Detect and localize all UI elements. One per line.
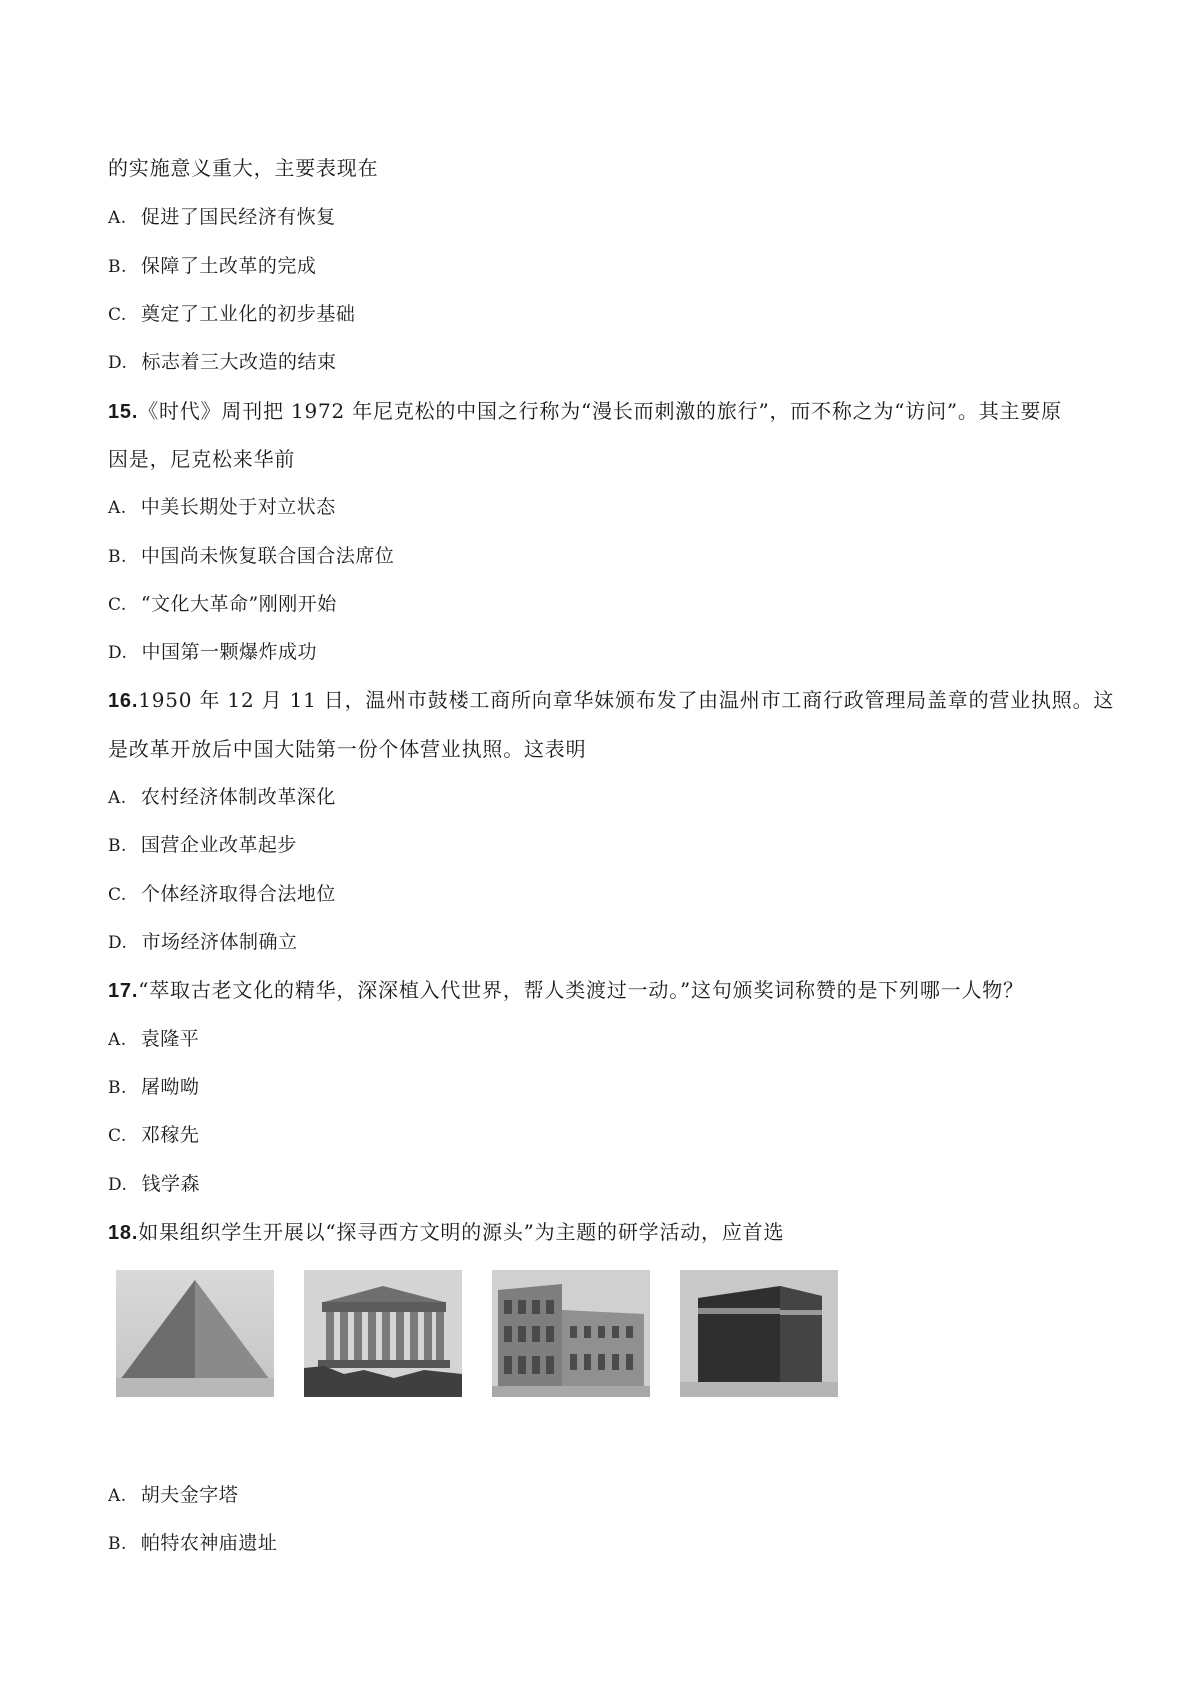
q17-stem: 17.“萃取古老文化的精华，深深植入代世界，帮人类渡过一动。”这句颁奖词称赞的是下列哪一人物？ — [108, 978, 1024, 1002]
q15-stem-line1: 15.《时代》周刊把 1972 年尼克松的中国之行称为“漫长而刺激的旅行”，而不称之为“访问”。其主要原 — [108, 399, 1062, 423]
q14-stem: 的实施意义重大，主要表现在 — [108, 156, 379, 180]
q18-image-row — [116, 1270, 852, 1400]
q17-option-d[interactable]: D. 钱学森 — [108, 1173, 200, 1195]
pyramid-photo-icon — [116, 1270, 274, 1397]
q16-option-b[interactable]: B. 国营企业改革起步 — [108, 834, 297, 856]
parthenon-photo-icon — [304, 1270, 462, 1397]
q15-option-a[interactable]: A. 中美长期处于对立状态 — [108, 496, 336, 518]
q17-option-a[interactable]: A. 袁隆平 — [108, 1028, 200, 1050]
q14-option-b[interactable]: B. 保障了土改革的完成 — [108, 255, 317, 277]
colosseum-photo-icon — [492, 1270, 650, 1397]
q16-stem-line1: 16.1950 年 12 月 11 日，温州市鼓楼工商所向章华妹颁布发了由温州市工商行政管理局盖章的营业执照。这 — [108, 688, 1115, 712]
kaaba-photo-icon — [680, 1270, 838, 1397]
q14-option-c[interactable]: C. 奠定了工业化的初步基础 — [108, 303, 356, 325]
q18-stem: 18.如果组织学生开展以“探寻西方文明的源头”为主题的研学活动，应首选 — [108, 1220, 785, 1244]
q18-option-a[interactable]: A. 胡夫金字塔 — [108, 1484, 239, 1506]
q15-option-c[interactable]: C. “文化大革命”刚刚开始 — [108, 593, 337, 615]
q15-option-b[interactable]: B. 中国尚未恢复联合国合法席位 — [108, 545, 395, 567]
q17-option-b[interactable]: B. 屠呦呦 — [108, 1076, 200, 1098]
q17-option-c[interactable]: C. 邓稼先 — [108, 1124, 200, 1146]
q15-stem-line2: 因是，尼克松来华前 — [108, 447, 296, 471]
q14-option-a[interactable]: A. 促进了国民经济有恢复 — [108, 206, 336, 228]
q16-option-a[interactable]: A. 农村经济体制改革深化 — [108, 786, 336, 808]
q18-option-b[interactable]: B. 帕特农神庙遗址 — [108, 1532, 278, 1554]
q16-stem-line2: 是改革开放后中国大陆第一份个体营业执照。这表明 — [108, 737, 587, 761]
q15-option-d[interactable]: D. 中国第一颗爆炸成功 — [108, 641, 317, 663]
q14-option-d[interactable]: D. 标志着三大改造的结束 — [108, 351, 337, 373]
q16-option-d[interactable]: D. 市场经济体制确立 — [108, 931, 298, 953]
q16-option-c[interactable]: C. 个体经济取得合法地位 — [108, 883, 336, 905]
